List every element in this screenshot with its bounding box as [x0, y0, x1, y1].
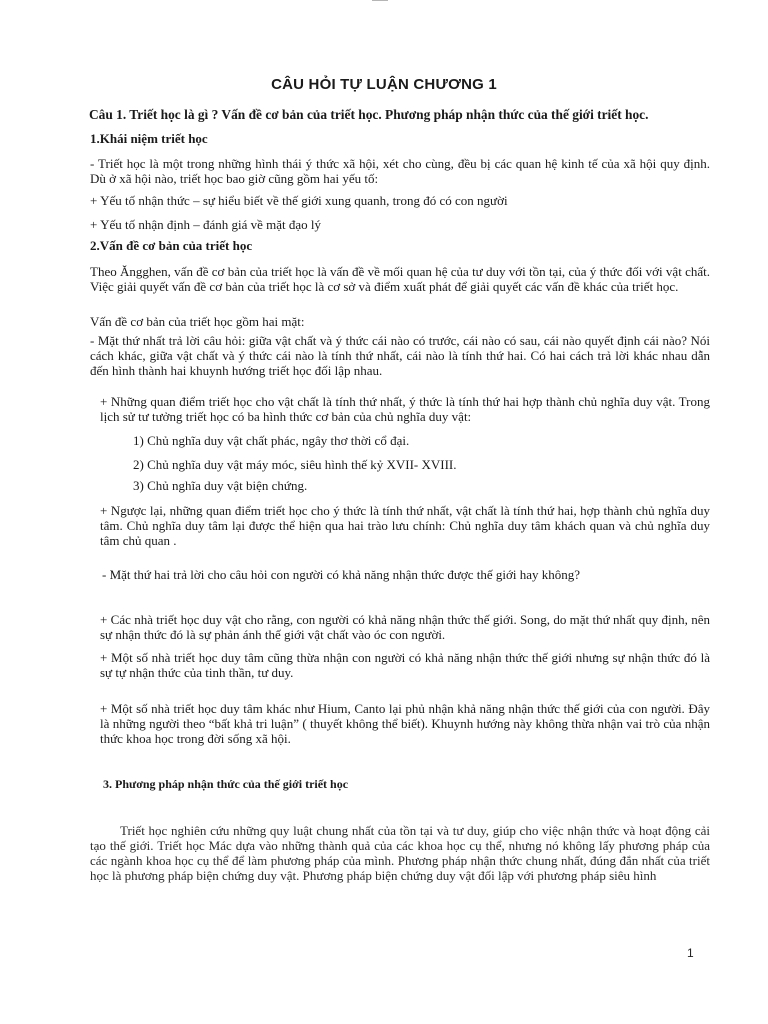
section-1-heading: 1.Khái niệm triết học [90, 131, 208, 146]
section-2-paragraph-9: + Một số nhà triết học duy tâm khác như Hium, Canto lại phủ nhận khả năng nhận thức thế giới của con người. Đây là những người theo “bất khả tri luận” ( thuyết không thể biết). Khuynh hướng này không thừa nhận vai trò của nhận thức khoa học trong đời sống xã hội. [100, 701, 710, 746]
section-2-paragraph-2: Vấn đề cơ bản của triết học gồm hai mặt: [90, 314, 305, 329]
question-1: Câu 1. Triết học là gì ? Vấn đề cơ bản của triết học. Phương pháp nhận thức của thế giới triết học. [89, 107, 649, 122]
materialism-form-1: 1) Chủ nghĩa duy vật chất phác, ngây thơ thời cổ đại. [133, 433, 410, 448]
section-2-paragraph-3: - Mặt thứ nhất trả lời câu hỏi: giữa vật chất và ý thức cái nào có trước, cái nào có sau, cái nào quyết định cái nào? Nói cách khác, giữa vật chất và ý thức cái nào là tính thứ nhất, cái nào là tính thứ hai. Có hai cách trả lời khác nhau dẫn đến hình thành hai khuynh hướng triết học đối lập nhau. [90, 333, 710, 378]
section-2-paragraph-1: Theo Ăngghen, vấn đề cơ bản của triết học là vấn đề về mối quan hệ của tư duy với tồn tại, của ý thức đối với vật chất. Việc giải quyết vấn đề cơ bản của triết học là cơ sở và điểm xuất phát để giải quyết các vấn đề khác của triết học. [90, 264, 710, 294]
section-2-paragraph-7: + Các nhà triết học duy vật cho rằng, con người có khả năng nhận thức thế giới. Song, do mặt thứ nhất quy định, nên sự nhận thức đó là sự phản ánh thế giới vật chất vào óc con người. [100, 612, 710, 642]
section-1-paragraph: - Triết học là một trong những hình thái ý thức xã hội, xét cho cùng, đều bị các quan hệ kinh tế của xã hội quy định. Dù ở xã hội nào, triết học bao giờ cũng gồm hai yếu tố: [90, 156, 710, 186]
section-3-heading: 3. Phương pháp nhận thức của thế giới triết học [103, 777, 349, 791]
section-2-paragraph-6: - Mặt thứ hai trả lời cho câu hỏi con người có khả năng nhận thức được thế giới hay không? [102, 567, 581, 582]
section-3-paragraph: Triết học nghiên cứu những quy luật chung nhất của tồn tại và tư duy, giúp cho việc nhận thức và hoạt động cải tạo thế giới. Triết học Mác dựa vào những thành quả của các khoa học cụ thể, nhưng nó không lấy phương pháp của các ngành khoa học cụ thể để làm phương pháp của mình. Phương pháp nhận thức chung nhất, đúng đắn nhất của triết học là phương pháp biện chứng duy vật. Phương pháp biện chứng duy vật đối lập với phương pháp siêu hình [90, 823, 710, 883]
section-2-materialism: + Những quan điểm triết học cho vật chất là tính thứ nhất, ý thức là tính thứ hai hợp thành chủ nghĩa duy vật. Trong lịch sử tư tưởng triết học có ba hình thức cơ bản của chủ nghĩa duy vật: [100, 394, 710, 424]
section-2-paragraph-8: + Một số nhà triết học duy tâm cũng thừa nhận con người có khả năng nhận thức thế giới nhưng sự nhận thức đó là sự tự nhận thức của tinh thần, tư duy. [100, 650, 710, 680]
section-1-item-1: + Yếu tố nhận thức – sự hiểu biết về thế giới xung quanh, trong đó có con người [90, 193, 508, 208]
page-number: 1 [687, 946, 694, 960]
section-2-heading: 2.Vấn đề cơ bản của triết học [90, 238, 253, 253]
materialism-form-3: 3) Chủ nghĩa duy vật biện chứng. [133, 478, 308, 493]
section-2-idealism: + Ngược lại, những quan điểm triết học cho ý thức là tính thứ nhất, vật chất là tính thứ hai, hợp thành chủ nghĩa duy tâm. Chủ nghĩa duy tâm lại được thể hiện qua hai trào lưu chính: Chủ nghĩa duy tâm khách quan và chủ nghĩa duy tâm chủ quan . [100, 503, 710, 548]
page-title: CÂU HỎI TỰ LUẬN CHƯƠNG 1 [271, 76, 497, 93]
materialism-form-2: 2) Chủ nghĩa duy vật máy móc, siêu hình thế kỷ XVII- XVIII. [133, 457, 457, 472]
section-1-item-2: + Yếu tố nhận định – đánh giá về mặt đạo lý [90, 217, 322, 232]
